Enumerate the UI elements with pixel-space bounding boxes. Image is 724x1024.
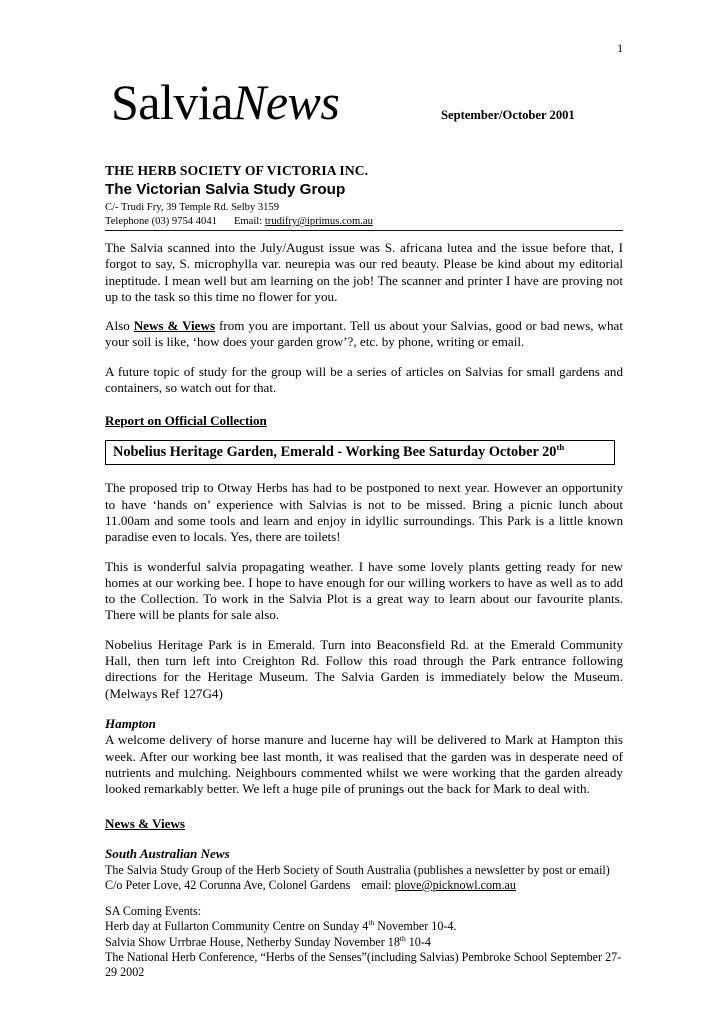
sa-email-link[interactable]: plove@picknowl.com.au — [394, 877, 516, 892]
sa-event-2-after: 10-4 — [405, 934, 431, 949]
editor-email-link[interactable]: trudifry@iprimus.com.au — [264, 216, 373, 227]
section-spacer — [105, 702, 623, 716]
contact-address: C/- Trudi Fry, 39 Temple Rd. Selby 3159 — [105, 202, 280, 213]
body-content — [105, 240, 623, 980]
heading-spacer — [105, 833, 623, 846]
masthead-title-part1: Salvia — [111, 74, 233, 130]
sa-event-1-before: Herb day at Fullarton Community Centre on Sunday 4 — [105, 919, 369, 934]
sa-contact-line — [105, 878, 623, 893]
news-views-heading: News & Views — [105, 816, 186, 832]
contact-line — [105, 215, 623, 228]
header-divider-rule — [105, 230, 623, 231]
paragraph-spacer — [105, 351, 623, 364]
telephone-text: Telephone (03) 9754 4041 — [105, 216, 217, 227]
intro-paragraph-2 — [105, 318, 623, 351]
society-name: THE HERB SOCIETY OF VICTORIA INC. — [105, 163, 369, 178]
email-label: Email: — [233, 216, 263, 227]
section-spacer — [105, 797, 623, 815]
sa-event-2-before: Salvia Show Urrbrae House, Netherby Sunday November 18 — [105, 934, 400, 949]
page-number: 1 — [617, 43, 623, 55]
sa-event-2-ordinal: th — [399, 933, 406, 943]
sa-events-heading: SA Coming Events: — [105, 904, 202, 919]
report-paragraph-1: The proposed trip to Otway Herbs has had to be postponed to next year. However an opportunity to have ‘hands on’ experience with Salvias is not to be missed. Bring a picnic lunch about 11.00am and some tools and learn and enjoy in idyllic surroundings. This Park is a little known paradise even to locals. Yes, there are toilets! — [105, 480, 623, 545]
hampton-paragraph-1: A welcome delivery of horse manure and lucerne hay will be delivered to Mark at Hampton this week. After our working bee last month, it was realised that the garden was in desperate need of nutrients and mulching. Neighbours commented whilst we were working that the garden already looked remarkably better. We left a huge pile of prunings out the back for Mark to deal with. — [105, 732, 623, 797]
section-spacer — [105, 465, 623, 480]
sa-event-item-2 — [105, 935, 623, 950]
sa-event-1-after: November 10-4. — [374, 919, 457, 934]
boxed-heading-text: Nobelius Heritage Garden, Emerald - Working Bee Saturday October 20 — [113, 444, 557, 461]
sa-email-label: email: — [361, 877, 392, 892]
section-spacer — [105, 396, 623, 412]
hampton-heading: Hampton — [105, 715, 156, 731]
sa-event-item-1 — [105, 919, 623, 934]
masthead-row — [105, 72, 623, 136]
intro-paragraph-3: A future topic of study for the group will be a series of articles on Salvias for small gardens and containers, so watch out for that. — [105, 363, 623, 396]
sa-contact-address: C/o Peter Love, 42 Corunna Ave, Colonel Gardens — [105, 877, 351, 892]
study-group-name: The Victorian Salvia Study Group — [105, 181, 346, 198]
intro-p2-before: Also — [105, 318, 134, 334]
intro-paragraph-1: The Salvia scanned into the July/August issue was S. africana lutea and the issue before that, I forgot to say, S. microphylla var. neurepia was our red beauty. Please be kind about my editorial ineptitude. I mean well but am learning on the job! The scanner and printer I have are proving not up to the task so this time no flower for you. — [105, 240, 623, 304]
news-views-inline-emphasis: News & Views — [133, 318, 216, 334]
sa-event-item-3: The National Herb Conference, “Herbs of the Senses”(including Salvias) Pembroke School September 27-29 2002 — [105, 949, 622, 979]
boxed-heading-ordinal: th — [556, 442, 565, 453]
intro-p2-after: from you are important. Tell us about your Salvias, good or bad news, what your soil is like, ‘how does your garden grow’?, etc. by phone, writing or email. — [105, 318, 623, 350]
news-views-heading-row — [105, 815, 623, 833]
boxed-event-heading — [105, 440, 615, 465]
sa-event-1-ordinal: th — [368, 918, 375, 928]
heading-spacer — [105, 430, 623, 440]
report-paragraph-2: This is wonderful salvia propagating weather. I have some lovely plants getting ready for new homes at our working bee. I hope to have enough for our willing workers to have as well as to add to the Collection. To work in the Salvia Plot is a great way to learn about our favourite plants. There will be plants for sale also. — [105, 558, 623, 623]
report-heading-row — [105, 412, 623, 430]
south-australian-news-heading: South Australian News — [105, 846, 230, 862]
paragraph-spacer — [105, 893, 623, 904]
sa-description-line: The Salvia Study Group of the Herb Society of South Australia (publishes a newsletter by post or email) — [105, 862, 610, 877]
issue-date: September/October 2001 — [441, 108, 575, 122]
masthead-title — [111, 72, 339, 132]
paragraph-spacer — [105, 624, 623, 637]
paragraph-spacer — [105, 546, 623, 559]
paragraph-spacer — [105, 305, 623, 318]
report-paragraph-3: Nobelius Heritage Park is in Emerald. Turn into Beaconsfield Rd. at the Emerald Community Hall, then turn left into Creighton Rd. Follow this road through the Park entrance following directions for the Heritage Museum. The Salvia Garden is immediately below the Museum. (Melways Ref 127G4) — [105, 636, 623, 701]
report-heading: Report on Official Collection — [105, 413, 267, 429]
organisation-header — [105, 162, 623, 239]
masthead-title-part2: News — [232, 74, 340, 130]
